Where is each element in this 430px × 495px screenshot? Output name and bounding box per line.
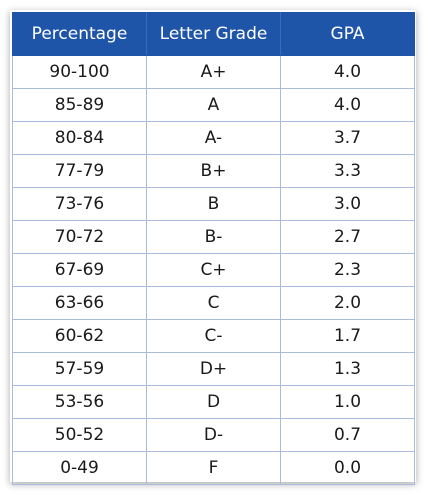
letter-grade-cell: B+	[147, 155, 281, 188]
gpa-cell: 4.0	[281, 56, 415, 89]
header-letter-grade: Letter Grade	[147, 13, 281, 56]
letter-grade-cell: F	[147, 452, 281, 485]
gpa-cell: 2.3	[281, 254, 415, 287]
grade-table-card	[10, 10, 416, 482]
gpa-cell: 1.0	[281, 386, 415, 419]
gpa-cell: 2.7	[281, 221, 415, 254]
letter-grade-cell: A-	[147, 122, 281, 155]
percentage-cell: 67-69	[13, 254, 147, 287]
gpa-cell: 3.7	[281, 122, 415, 155]
percentage-cell: 53-56	[13, 386, 147, 419]
header-percentage: Percentage	[13, 13, 147, 56]
letter-grade-cell: C+	[147, 254, 281, 287]
letter-grade-cell: B	[147, 188, 281, 221]
table-row	[13, 221, 415, 254]
percentage-cell: 90-100	[13, 56, 147, 89]
table-row	[13, 320, 415, 353]
table-row	[13, 122, 415, 155]
letter-grade-cell: D	[147, 386, 281, 419]
table-row	[13, 353, 415, 386]
table-body	[13, 56, 415, 485]
grade-conversion-table	[12, 12, 415, 485]
letter-grade-cell: D-	[147, 419, 281, 452]
percentage-cell: 80-84	[13, 122, 147, 155]
table-row	[13, 89, 415, 122]
table-row	[13, 419, 415, 452]
letter-grade-cell: B-	[147, 221, 281, 254]
percentage-cell: 0-49	[13, 452, 147, 485]
table-row	[13, 386, 415, 419]
gpa-cell: 4.0	[281, 89, 415, 122]
gpa-cell: 3.0	[281, 188, 415, 221]
percentage-cell: 60-62	[13, 320, 147, 353]
gpa-cell: 3.3	[281, 155, 415, 188]
letter-grade-cell: A+	[147, 56, 281, 89]
letter-grade-cell: D+	[147, 353, 281, 386]
table-row	[13, 56, 415, 89]
gpa-cell: 1.7	[281, 320, 415, 353]
header-gpa: GPA	[281, 13, 415, 56]
letter-grade-cell: C	[147, 287, 281, 320]
table-row	[13, 452, 415, 485]
percentage-cell: 77-79	[13, 155, 147, 188]
table-row	[13, 155, 415, 188]
letter-grade-cell: A	[147, 89, 281, 122]
gpa-cell: 0.0	[281, 452, 415, 485]
percentage-cell: 57-59	[13, 353, 147, 386]
percentage-cell: 63-66	[13, 287, 147, 320]
table-row	[13, 254, 415, 287]
table-row	[13, 287, 415, 320]
percentage-cell: 73-76	[13, 188, 147, 221]
table-row	[13, 188, 415, 221]
table-header	[13, 13, 415, 56]
header-row	[13, 13, 415, 56]
percentage-cell: 70-72	[13, 221, 147, 254]
gpa-cell: 0.7	[281, 419, 415, 452]
gpa-cell: 2.0	[281, 287, 415, 320]
gpa-cell: 1.3	[281, 353, 415, 386]
percentage-cell: 85-89	[13, 89, 147, 122]
percentage-cell: 50-52	[13, 419, 147, 452]
letter-grade-cell: C-	[147, 320, 281, 353]
